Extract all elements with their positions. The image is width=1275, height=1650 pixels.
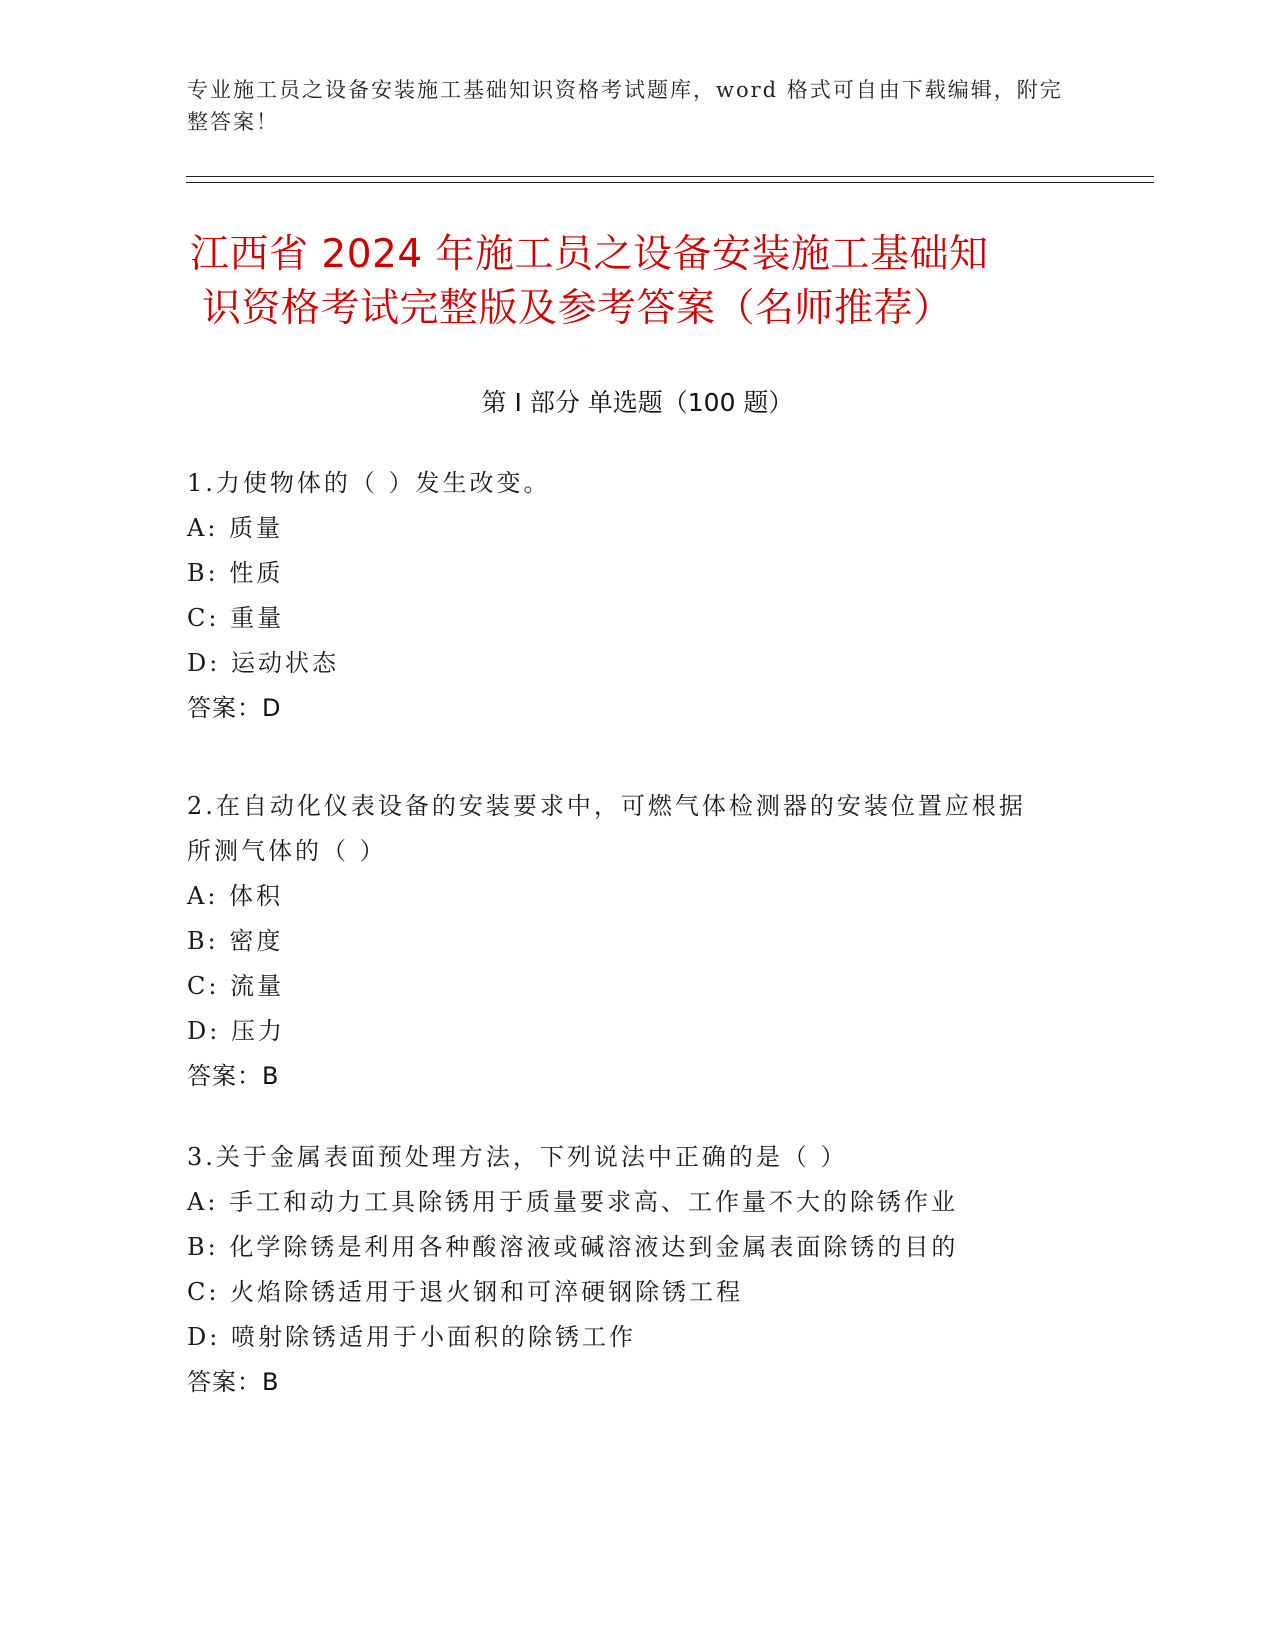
answer: 答案：D xyxy=(187,694,282,722)
question-1 xyxy=(187,461,1087,731)
header-divider-bottom xyxy=(186,182,1154,183)
option-d: D: 运动状态 xyxy=(187,649,339,677)
question-stem: 2.在自动化仪表设备的安装要求中，可燃气体检测器的安装位置应根据所测气体的（ ） xyxy=(187,792,1026,865)
question-stem: 3.关于金属表面预处理方法，下列说法中正确的是（ ） xyxy=(187,1143,848,1171)
answer: 答案：B xyxy=(187,1062,280,1090)
title-line-2: 识资格考试完整版及参考答案（名师推荐） xyxy=(202,286,953,331)
option-c: C: 重量 xyxy=(187,604,285,632)
title-line-1: 江西省 2024 年施工员之设备安装施工基础知 xyxy=(190,232,989,277)
option-b: B: 性质 xyxy=(187,559,284,587)
option-a: A: 手工和动力工具除锈用于质量要求高、工作量不大的除锈作业 xyxy=(187,1188,959,1216)
option-a: A: 质量 xyxy=(187,514,284,542)
option-c: C: 流量 xyxy=(187,972,285,1000)
option-d: D: 压力 xyxy=(187,1017,285,1045)
option-c: C: 火焰除锈适用于退火钢和可淬硬钢除锈工程 xyxy=(187,1278,744,1306)
answer: 答案：B xyxy=(187,1368,280,1396)
option-d: D: 喷射除锈适用于小面积的除锈工作 xyxy=(187,1323,636,1351)
option-a: A: 体积 xyxy=(187,882,284,910)
header-divider-top xyxy=(186,176,1154,177)
question-stem: 1.力使物体的（ ）发生改变。 xyxy=(187,469,551,497)
option-b: B: 化学除锈是利用各种酸溶液或碱溶液达到金属表面除锈的目的 xyxy=(187,1233,959,1261)
section-title: 第 I 部分 单选题（100 题） xyxy=(481,388,794,417)
header-note: 专业施工员之设备安装施工基础知识资格考试题库，word 格式可自由下载编辑，附完整答案！ xyxy=(187,78,1063,134)
document-title xyxy=(190,228,1090,336)
question-3 xyxy=(187,1135,1087,1405)
option-b: B: 密度 xyxy=(187,927,284,955)
question-2 xyxy=(187,784,1047,1099)
